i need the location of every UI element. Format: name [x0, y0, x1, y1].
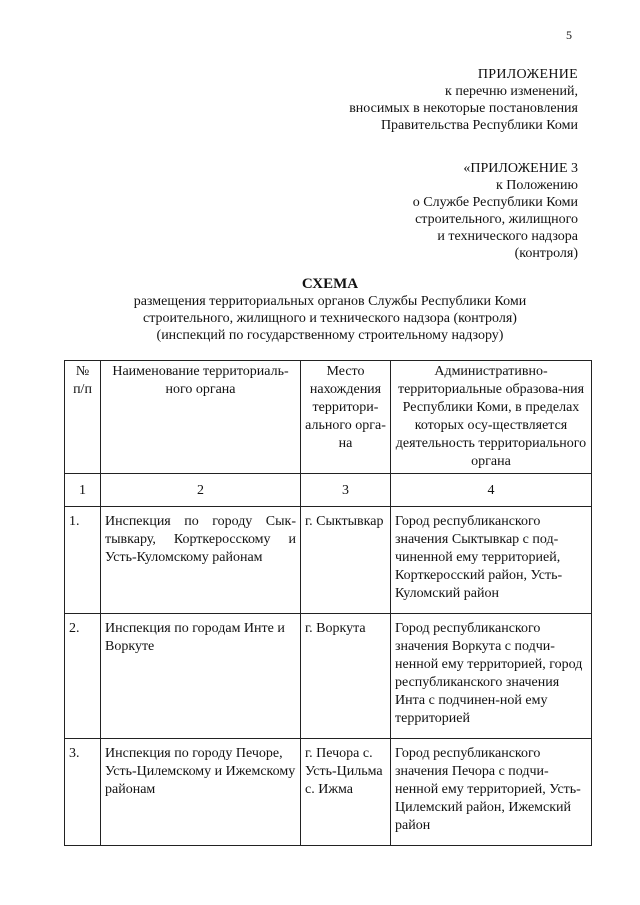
table-row — [65, 614, 592, 739]
row-location: г. Сыктывкар — [301, 507, 391, 614]
table-row — [65, 507, 592, 614]
appendix-line: ПРИЛОЖЕНИЕ — [477, 67, 578, 82]
row-location: г. Печора с. Усть-Цильма с. Ижма — [301, 739, 391, 846]
appendix3-line: к Положению — [495, 178, 578, 193]
table-header-row — [65, 361, 592, 474]
header-name: Наименование территориаль-ного органа — [101, 361, 301, 474]
column-number-row — [65, 474, 592, 507]
appendix-line: к перечню изменений, — [445, 84, 578, 99]
page-number: 5 — [566, 28, 572, 42]
row-num: 1. — [65, 507, 101, 614]
title-line: (инспекций по государственному строительному надзору) — [156, 328, 504, 343]
header-territories: Административно-территориальные образова-ния Республики Коми, в пределах которых осу-ществляется деятельность территориального органа — [391, 361, 592, 474]
appendix-header — [349, 66, 578, 134]
row-territories: Город республиканского значения Сыктывкар с под-чиненной ему территорией, Корткеросский район, Усть-Куломский район — [391, 507, 592, 614]
appendix3-line: о Службе Республики Коми — [412, 195, 578, 210]
table-row — [65, 739, 592, 846]
column-number: 4 — [391, 474, 592, 507]
title-line: размещения территориальных органов Службы Республики Коми — [133, 294, 527, 309]
column-number: 2 — [101, 474, 301, 507]
title-line: строительного, жилищного и технического надзора (контроля) — [143, 311, 517, 326]
header-num: № п/п — [65, 361, 101, 474]
row-name: Инспекция по городам Инте и Воркуте — [101, 614, 301, 739]
title-heading: СХЕМА — [301, 276, 359, 292]
column-number: 1 — [65, 474, 101, 507]
document-title — [60, 276, 600, 344]
row-name: Инспекция по городу Печоре, Усть-Цилемскому и Ижемскому районам — [101, 739, 301, 846]
row-name: Инспекция по городу Сык-тывкару, Корткеросскому и Усть-Куломскому районам — [101, 507, 301, 614]
appendix3-line: строительного, жилищного — [415, 212, 578, 227]
row-num: 2. — [65, 614, 101, 739]
appendix3-header — [413, 160, 578, 262]
header-location: Место нахождения территори-ального орга-на — [301, 361, 391, 474]
appendix-line: вносимых в некоторые постановления — [349, 101, 578, 116]
row-territories: Город республиканского значения Печора с подчи-ненной ему территорией, Усть-Цилемский район, Ижемский район — [391, 739, 592, 846]
appendix-line: Правительства Республики Коми — [380, 118, 578, 133]
row-territories: Город республиканского значения Воркута с подчи-ненной ему территорией, город республиканского значения Инта с подчинен-ной ему территорией — [391, 614, 592, 739]
appendix3-line: (контроля) — [514, 246, 578, 261]
row-location: г. Воркута — [301, 614, 391, 739]
appendix3-line: и технического надзора — [437, 229, 578, 244]
appendix3-line: «ПРИЛОЖЕНИЕ 3 — [463, 161, 578, 176]
schema-table — [64, 360, 592, 846]
column-number: 3 — [301, 474, 391, 507]
row-num: 3. — [65, 739, 101, 846]
